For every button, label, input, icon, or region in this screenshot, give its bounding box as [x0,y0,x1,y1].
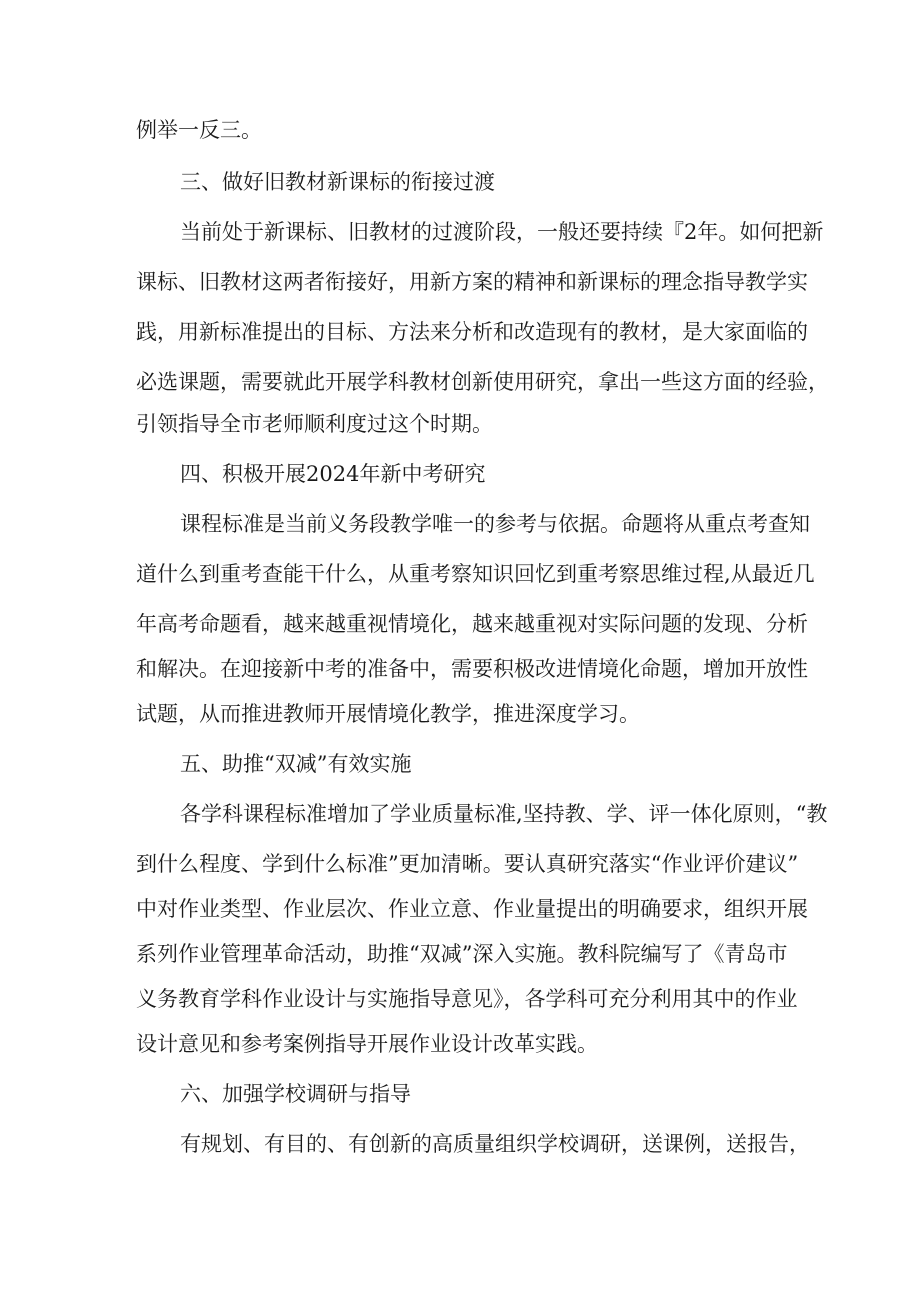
paragraph-line: 道什么到重考查能干什么，从重考察知识回忆到重考察思维过程,从最近几 [136,562,815,586]
paragraph-line: 试题，从而推进教师开展情境化教学，推进深度学习。 [136,702,640,726]
paragraph-line: 课标、旧教材这两者衔接好，用新方案的精神和新课标的理念指导教学实 [136,270,808,294]
para-continuation-line: 例举一反三。 [136,118,262,142]
paragraph-line: 必选课题，需要就此开展学科教材创新使用研究，拿出一些这方面的经验， [136,370,829,394]
paragraph-line: 和解决。在迎接新中考的准备中，需要积极改进情境化命题，增加开放性 [136,657,808,681]
paragraph-line: 系列作业管理革命活动，助推“双减”深入实施。教科院编写了《青岛市 [136,942,788,966]
section-heading-4: 四、积极开展2024年新中考研究 [180,462,486,486]
paragraph-line: 引领指导全市老师顺利度过这个时期。 [136,412,493,436]
paragraph-line: 义务教育学科作业设计与实施指导意见》，各学科可充分利用其中的作业 [136,987,798,1011]
paragraph-line: 有规划、有目的、有创新的高质量组织学校调研，送课例，送报告， [180,1132,810,1156]
paragraph-line: 课程标准是当前义务段教学唯一的参考与依据。命题将从重点考查知 [180,512,810,536]
paragraph-line: 当前处于新课标、旧教材的过渡阶段，一般还要持续『2年。如何把新 [180,220,824,244]
paragraph-line: 设计意见和参考案例指导开展作业设计改革实践。 [136,1032,598,1056]
paragraph-line: 中对作业类型、作业层次、作业立意、作业量提出的明确要求，组织开展 [136,897,808,921]
section-heading-5: 五、助推“双减”有效实施 [180,752,412,776]
paragraph-line: 践，用新标准提出的目标、方法来分析和改造现有的教材，是大家面临的 [136,320,808,344]
section-heading-6: 六、加强学校调研与指导 [180,1082,411,1106]
paragraph-line: 年高考命题看，越来越重视情境化，越来越重视对实际问题的发现、分析 [136,612,808,636]
paragraph-line: 到什么程度、学到什么标准”更加清晰。要认真研究落实“作业评价建议” [136,852,799,876]
paragraph-line: 各学科课程标准增加了学业质量标准,坚持教、学、评一体化原则，“教 [180,802,828,826]
section-heading-3: 三、做好旧教材新课标的衔接过渡 [180,170,495,194]
